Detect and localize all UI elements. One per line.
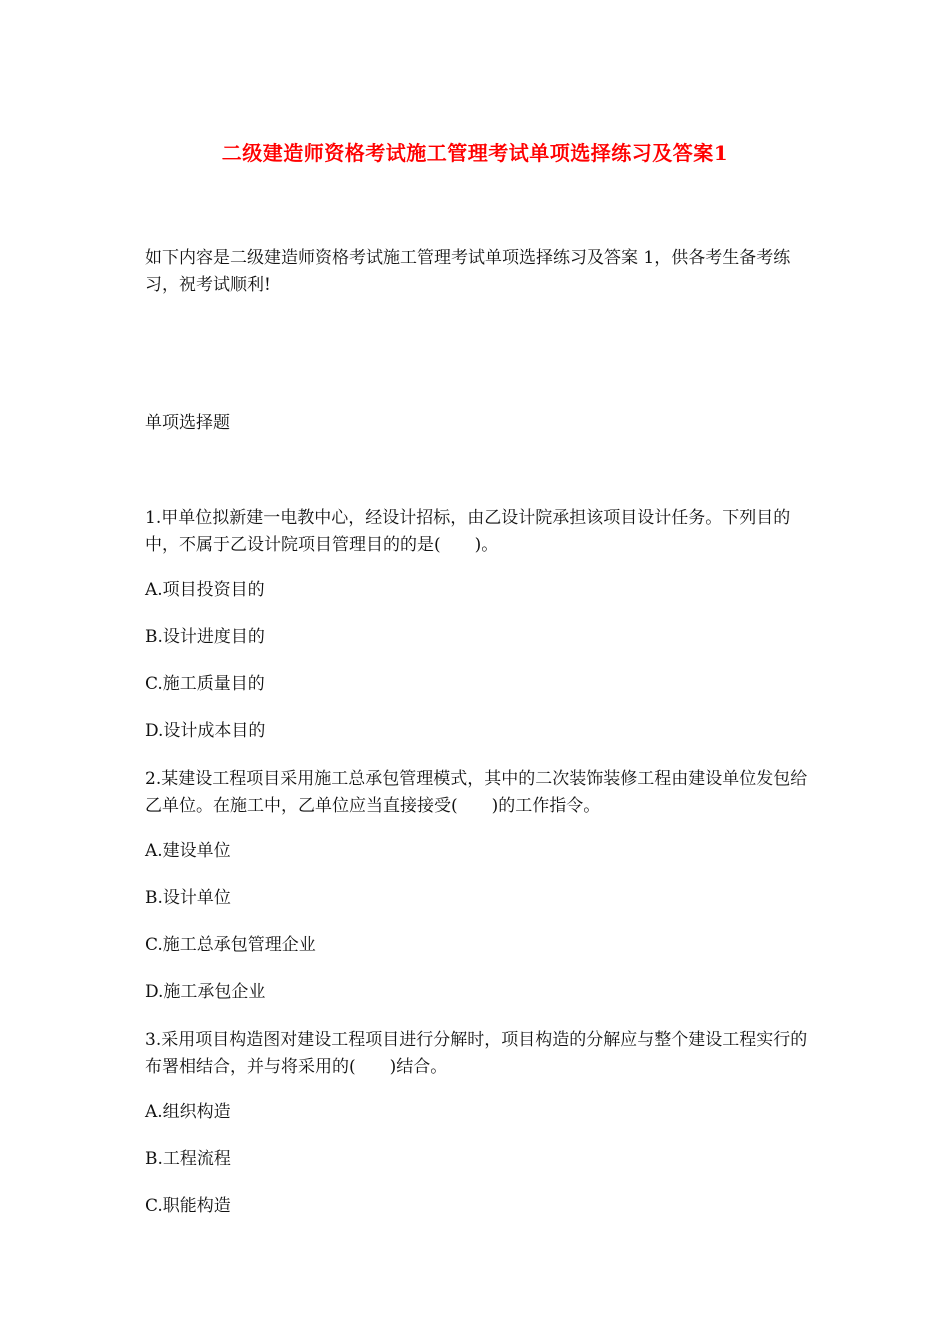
- question-2-option-d: D.施工承包企业: [145, 982, 266, 1002]
- question-3-option-b: B.工程流程: [145, 1149, 231, 1169]
- question-2-stem: 2.某建设工程项目采用施工总承包管理模式，其中的二次装饰装修工程由建设单位发包给乙单位。在施工中，乙单位应当直接接受( )的工作指令。: [145, 769, 808, 816]
- question-3-option-c: C.职能构造: [145, 1196, 231, 1216]
- question-2-option-b: B.设计单位: [145, 888, 231, 908]
- document-title: 二级建造师资格考试施工管理考试单项选择练习及答案1: [221, 141, 729, 165]
- question-1-option-c: C.施工质量目的: [145, 674, 265, 694]
- question-2-option-c: C.施工总承包管理企业: [145, 935, 316, 955]
- question-3-stem: 3.采用项目构造图对建设工程项目进行分解时，项目构造的分解应与整个建设工程实行的布署相结合，并与将采用的( )结合。: [145, 1030, 808, 1077]
- question-1-stem: 1.甲单位拟新建一电教中心，经设计招标，由乙设计院承担该项目设计任务。下列目的中，不属于乙设计院项目管理目的的是( )。: [145, 508, 791, 555]
- question-3-option-a: A.组织构造: [145, 1102, 231, 1122]
- section-heading: 单项选择题: [145, 413, 230, 433]
- question-1-option-d: D.设计成本目的: [145, 721, 266, 741]
- question-2-option-a: A.建设单位: [145, 841, 231, 861]
- question-1-option-a: A.项目投资目的: [145, 580, 265, 600]
- intro-paragraph: 如下内容是二级建造师资格考试施工管理考试单项选择练习及答案 1，供各考生备考练习，祝考试顺利!: [145, 248, 791, 295]
- question-1-option-b: B.设计进度目的: [145, 627, 265, 647]
